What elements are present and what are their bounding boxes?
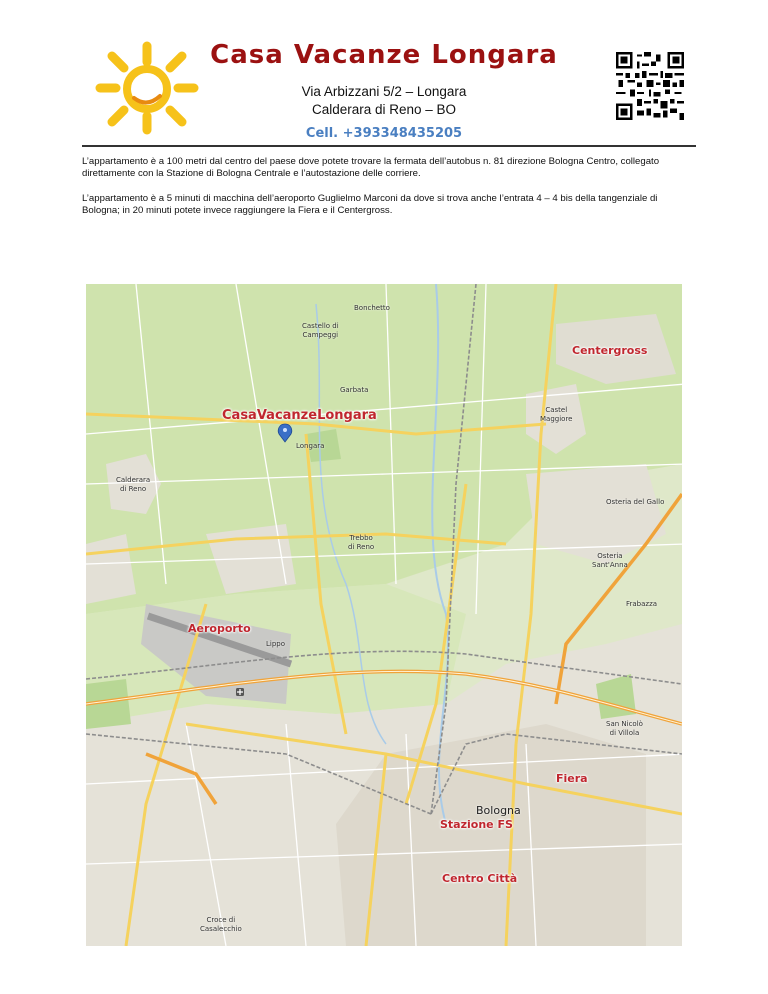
place-bonchetto: Bonchetto — [354, 304, 390, 312]
label-stazione: Stazione FS — [440, 818, 513, 831]
address-line-1: Via Arbizzani 5/2 – Longara — [301, 84, 467, 99]
place-san-nicolo: San Nicolò di Villola — [606, 720, 643, 737]
place-trebbo: Trebbo di Reno — [348, 534, 375, 551]
place-osteria: Osteria del Gallo — [606, 498, 665, 506]
paragraph-bus: L’appartamento è a 100 metri dal centro del paese dove potete trovare la fermata dell’autobus n. 81 direzione Bologna Centro, collegato direttamente con la Stazione di Bologna Centrale e l’autostazione delle corriere. — [82, 156, 660, 179]
header-divider — [82, 145, 696, 147]
label-aeroporto: Aeroporto — [188, 622, 251, 635]
map-background — [86, 284, 682, 946]
place-sant-anna: Osteria Sant'Anna — [592, 552, 628, 569]
label-fiera: Fiera — [556, 772, 588, 785]
paragraph-airport: L’appartamento è a 5 minuti di macchina dell’aeroporto Guglielmo Marconi da dove si trova anche l’entrata 4 – 4 bis della tangenziale di Bologna; in 20 minuti potete invece raggiungere la Fiera e il Centergross. — [82, 193, 658, 216]
place-frabazza: Frabazza — [626, 600, 658, 608]
qr-code-icon — [616, 52, 684, 120]
airport-icon — [236, 688, 244, 696]
place-castel-maggiore: Castel Maggiore — [540, 406, 573, 423]
place-castello: Castello di Campeggi — [302, 322, 339, 339]
address-line-2: Calderara di Reno – BO — [311, 102, 457, 117]
place-lippo: Lippo — [266, 640, 286, 648]
phone-number: Cell. +393348435205 — [305, 126, 463, 141]
place-garbata: Garbata — [340, 386, 369, 394]
place-bologna: Bologna — [476, 804, 521, 817]
label-centro: Centro Città — [442, 872, 518, 885]
page-title: Casa Vacanze Longara — [210, 40, 558, 70]
label-centergross: Centergross — [572, 344, 648, 357]
place-croce: Croce di Casalecchio — [200, 916, 242, 933]
location-map — [86, 284, 682, 946]
label-casa: CasaVacanzeLongara — [222, 408, 377, 423]
place-longara: Longara — [296, 442, 325, 450]
place-calderara: Calderara di Reno — [116, 476, 151, 493]
